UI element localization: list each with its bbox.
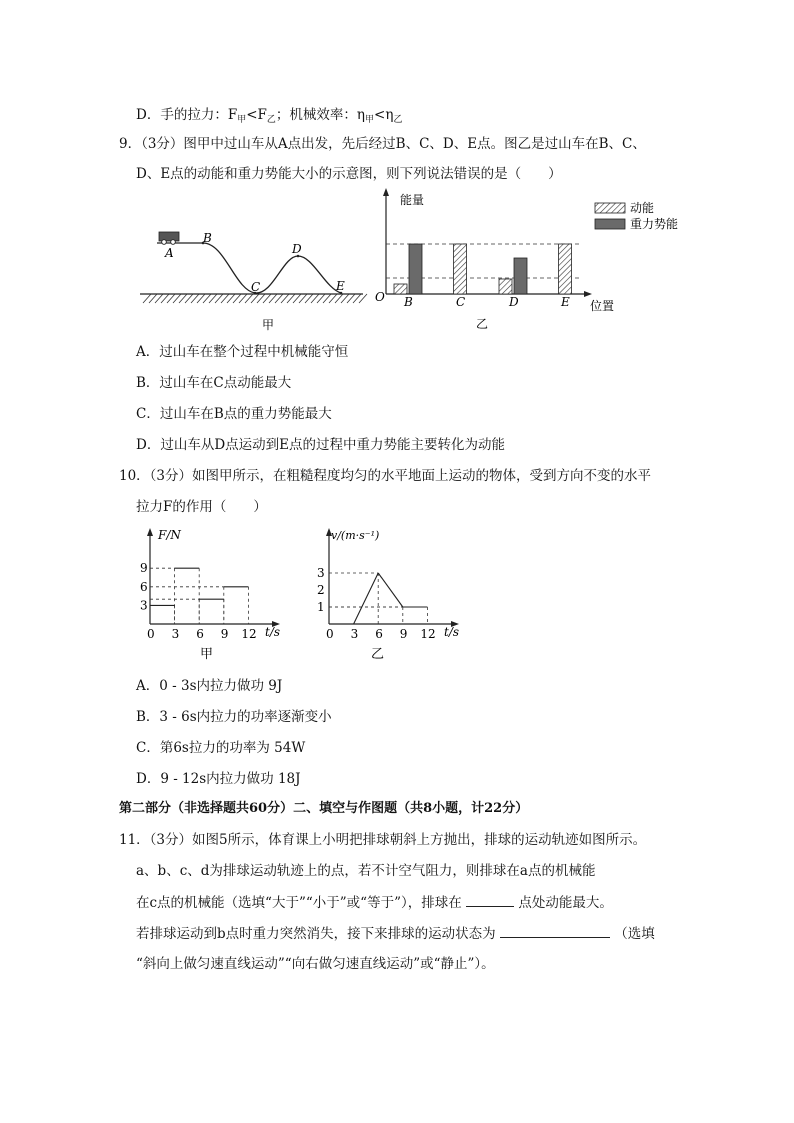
ft-x-tick-0: 0 xyxy=(147,627,155,641)
legend-swatch-potential xyxy=(595,219,625,229)
velocity-segment-1 xyxy=(378,573,403,607)
q9-option-b: B．过山车在C点动能最大 xyxy=(136,375,292,391)
track-label-e: E xyxy=(336,279,345,293)
velocity-segment-0 xyxy=(354,573,379,624)
q11-line1: 11．（3分）如图5所示，体育课上小明把排球朝斜上方抛出，排球的运动轨迹如图所示。 xyxy=(119,832,647,848)
q10-option-d: D．9 - 12s内拉力做功 18J xyxy=(136,771,301,787)
ft-y-tick-3: 3 xyxy=(140,598,148,613)
q9-option-a: A．过山车在整个过程中机械能守恒 xyxy=(136,344,349,360)
q11-line5: “斜向上做匀速直线运动”“向右做匀速直线运动”或“静止”）。 xyxy=(136,956,495,972)
q11-line3 xyxy=(136,892,613,913)
q10-option-a: A．0 - 3s内拉力做功 9J xyxy=(136,678,283,694)
category-label-D: D xyxy=(509,295,519,309)
bar-kinetic-D xyxy=(499,279,512,294)
y-axis-label: 能量 xyxy=(400,193,425,207)
q11-line4 xyxy=(136,923,655,944)
q11-line4-text-b: （选填 xyxy=(614,926,655,942)
ft-y-tick-6: 6 xyxy=(140,579,148,594)
y-axis-arrow xyxy=(383,188,389,196)
q10-option-b: B．3 - 6s内拉力的功率逐渐变小 xyxy=(136,709,332,725)
ft-x-tick-9: 9 xyxy=(220,627,229,641)
vt-y-tick-2: 2 xyxy=(317,583,325,597)
bar-kinetic-E xyxy=(559,244,572,294)
chart-caption: 乙 xyxy=(476,317,489,331)
vt-y-tick-3: 3 xyxy=(317,566,325,580)
vt-x-tick-9: 9 xyxy=(399,627,408,641)
ft-x-label: t/s xyxy=(265,625,281,639)
ft-y-tick-9: 9 xyxy=(140,561,148,576)
category-label-E: E xyxy=(561,295,570,309)
q9-option-d: D．过山车从D点运动到E点的过程中重力势能主要转化为动能 xyxy=(136,437,506,453)
q9-stem-line1: 9．（3分）图甲中过山车从A点出发，先后经过B、C、D、E点。图乙是过山车在B、C、 xyxy=(119,136,646,152)
q9-track-figure xyxy=(135,222,365,332)
q11-line4-text-a: 若排球运动到b点时重力突然消失，接下来排球的运动状态为 xyxy=(136,926,496,942)
q10-force-time-graph xyxy=(140,526,300,664)
q11-line2-text: a、b、c、d为排球运动轨迹上的点，若不计空气阻力，则排球在a点的机械能 xyxy=(136,863,596,879)
track-curve xyxy=(157,243,341,293)
category-label-C: C xyxy=(456,295,466,309)
x-axis-arrow xyxy=(584,291,592,297)
vt-x-tick-12: 12 xyxy=(420,627,436,641)
bar-kinetic-B xyxy=(394,284,407,294)
bar-potential-D xyxy=(514,258,527,294)
vt-x-tick-0: 0 xyxy=(326,627,334,641)
x-axis-label: 位置 xyxy=(590,299,615,313)
origin-label: O xyxy=(375,290,385,304)
q11-line2 xyxy=(136,861,595,881)
ft-x-tick-3: 3 xyxy=(171,627,180,641)
legend-label-potential: 重力势能 xyxy=(630,217,679,231)
section-2-heading: 第二部分（非选择题共60分）二、填空与作图题（共8小题，计22分） xyxy=(119,801,529,816)
vt-x-tick-6: 6 xyxy=(375,627,383,641)
track-caption: 甲 xyxy=(262,318,275,332)
q11-line3-text-a: 在c点的机械能（选填“大于”“小于”或“等于”），排球在 xyxy=(136,895,462,911)
q9-energy-chart xyxy=(370,188,690,333)
track-label-d: D xyxy=(292,242,302,256)
legend-label-kinetic: 动能 xyxy=(630,201,655,215)
vt-x-tick-3: 3 xyxy=(350,627,359,641)
ft-x-tick-12: 12 xyxy=(241,627,257,641)
q11-blank-2[interactable] xyxy=(466,892,514,907)
ft-y-label: F/N xyxy=(158,528,181,542)
track-label-c: C xyxy=(251,280,261,294)
q10-stem-line2: 拉力F的作用（ ） xyxy=(136,499,267,515)
q10-velocity-time-graph xyxy=(315,526,475,664)
category-label-B: B xyxy=(404,295,413,309)
q11-blank-3[interactable] xyxy=(500,923,610,938)
q9-stem-line2: D、E点的动能和重力势能大小的示意图，则下列说法错误的是（ ） xyxy=(136,166,562,182)
q9-option-c: C．过山车在B点的重力势能最大 xyxy=(136,406,332,422)
q11-line3-text-b: 点处动能最大。 xyxy=(518,895,613,911)
track-label-a: A xyxy=(165,246,174,260)
vt-x-label: t/s xyxy=(444,625,460,639)
ft-x-tick-6: 6 xyxy=(196,627,204,641)
ft-y-arrow xyxy=(147,528,153,536)
q10-stem-line1: 10．（3分）如图甲所示，在粗糙程度均匀的水平地面上运动的物体，受到方向不变的水平 xyxy=(119,468,652,484)
ft-caption: 甲 xyxy=(200,647,214,662)
vt-y-tick-1: 1 xyxy=(317,600,325,614)
track-label-b: B xyxy=(203,231,212,245)
q8-option-d: D．手的拉力：$F_甲<F_乙$；机械效率：$\eta_甲<\eta_乙$ xyxy=(136,107,403,125)
ground-hatching xyxy=(143,294,367,303)
vt-caption: 乙 xyxy=(371,647,385,662)
legend-swatch-kinetic xyxy=(595,203,625,213)
q10-option-c: C．第6s拉力的功率为 54W xyxy=(136,740,306,756)
bar-kinetic-C xyxy=(454,244,467,294)
bar-potential-B xyxy=(409,244,422,294)
vt-y-label: v/(m·s⁻¹) xyxy=(331,529,380,542)
